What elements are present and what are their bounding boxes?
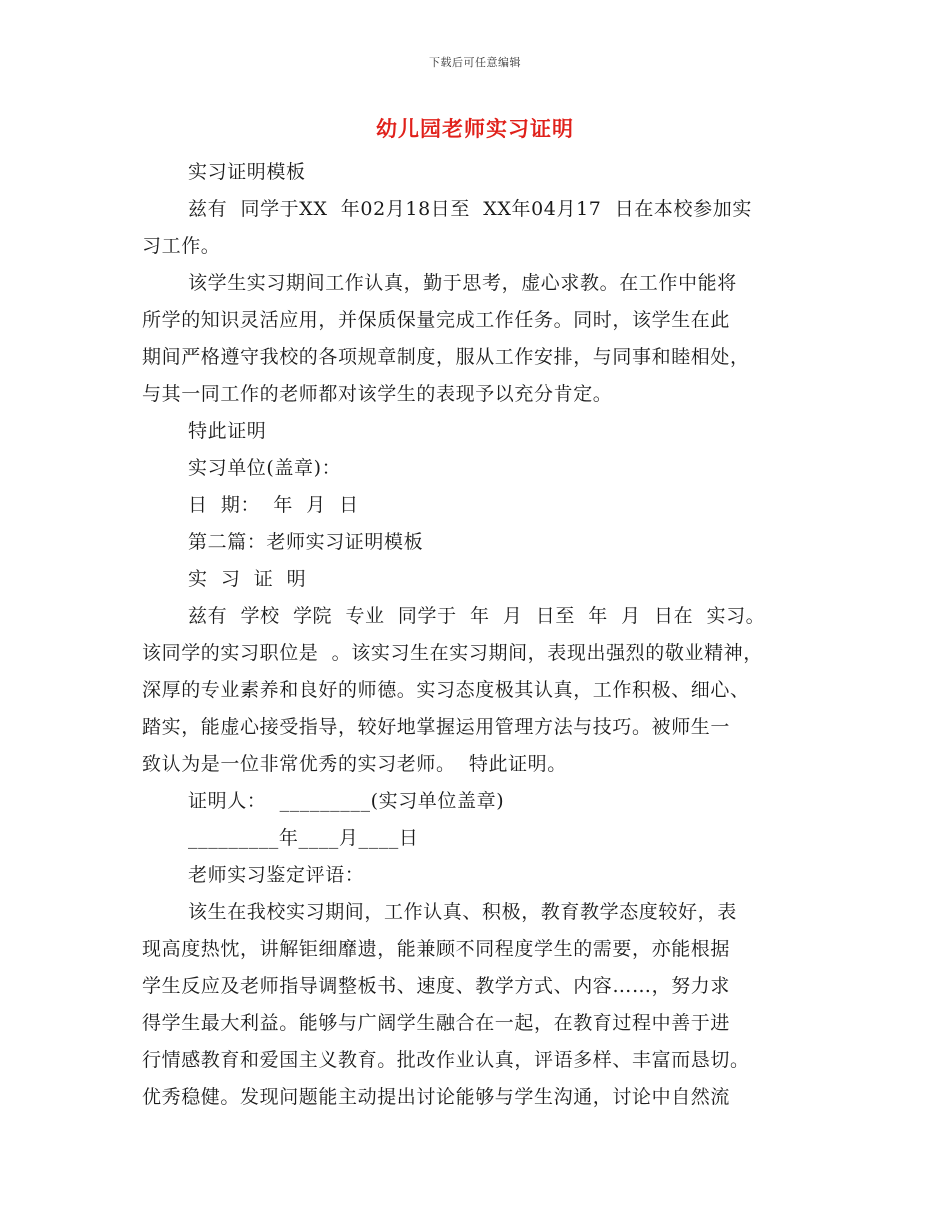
text-line: 实习单位(盖章)： — [188, 457, 342, 479]
text-line: 兹有 同学于XX 年02月18日至 XX年04月17 日在本校参加实 — [188, 198, 752, 220]
text-line: 该学生实习期间工作认真，勤于思考，虚心求教。在工作中能将 — [188, 272, 737, 294]
text-line: 期间严格遵守我校的各项规章制度，服从工作安排，与同事和睦相处， — [142, 346, 750, 368]
text-line: 行情感教育和爱国主义教育。批改作业认真，评语多样、丰富而恳切。 — [142, 1049, 750, 1071]
text-line: 该生在我校实习期间，工作认真、积极，教育教学态度较好，表 — [188, 901, 737, 923]
document-body — [142, 154, 807, 1116]
text-line: 该同学的实习职位是 。该实习生在实习期间，表现出强烈的敬业精神， — [142, 642, 763, 664]
header-note: 下载后可任意编辑 — [429, 56, 521, 69]
text-line: 第二篇：老师实习证明模板 — [188, 531, 424, 553]
text-line: 与其一同工作的老师都对该学生的表现予以充分肯定。 — [142, 383, 613, 405]
text-line: 得学生最大利益。能够与广阔学生融合在一起，在教育过程中善于进 — [142, 1012, 731, 1034]
text-line: 所学的知识灵活应用，并保质保量完成工作任务。同时，该学生在此 — [142, 309, 731, 331]
text-line: 实 习 证 明 — [188, 568, 307, 590]
text-line: 优秀稳健。发现问题能主动提出讨论能够与学生沟通，讨论中自然流 — [142, 1086, 731, 1108]
document-title: 幼儿园老师实习证明 — [376, 116, 574, 141]
text-line: 踏实，能虚心接受指导，较好地掌握运用管理方法与技巧。被师生一 — [142, 716, 731, 738]
text-line: 深厚的专业素养和良好的师德。实习态度极其认真，工作积极、细心、 — [142, 679, 750, 701]
text-line: 日 期： 年 月 日 — [188, 494, 359, 516]
text-line: 特此证明 — [188, 420, 267, 442]
text-line: 致认为是一位非常优秀的实习老师。 特此证明。 — [142, 753, 567, 775]
text-line: 学生反应及老师指导调整板书、速度、教学方式、内容……，努力求 — [142, 975, 731, 997]
text-line: 现高度热忱，讲解钜细靡遗，能兼顾不同程度学生的需要，亦能根据 — [142, 938, 731, 960]
text-line: 习工作。 — [142, 235, 221, 257]
text-line: _________年____月____日 — [188, 827, 419, 849]
text-line: 老师实习鉴定评语： — [188, 864, 365, 886]
text-line: 实习证明模板 — [188, 161, 306, 183]
text-line: 证明人： _________(实习单位盖章) — [188, 790, 505, 812]
text-line: 兹有 学校 学院 专业 同学于 年 月 日至 年 月 日在 实习。 — [188, 605, 766, 627]
